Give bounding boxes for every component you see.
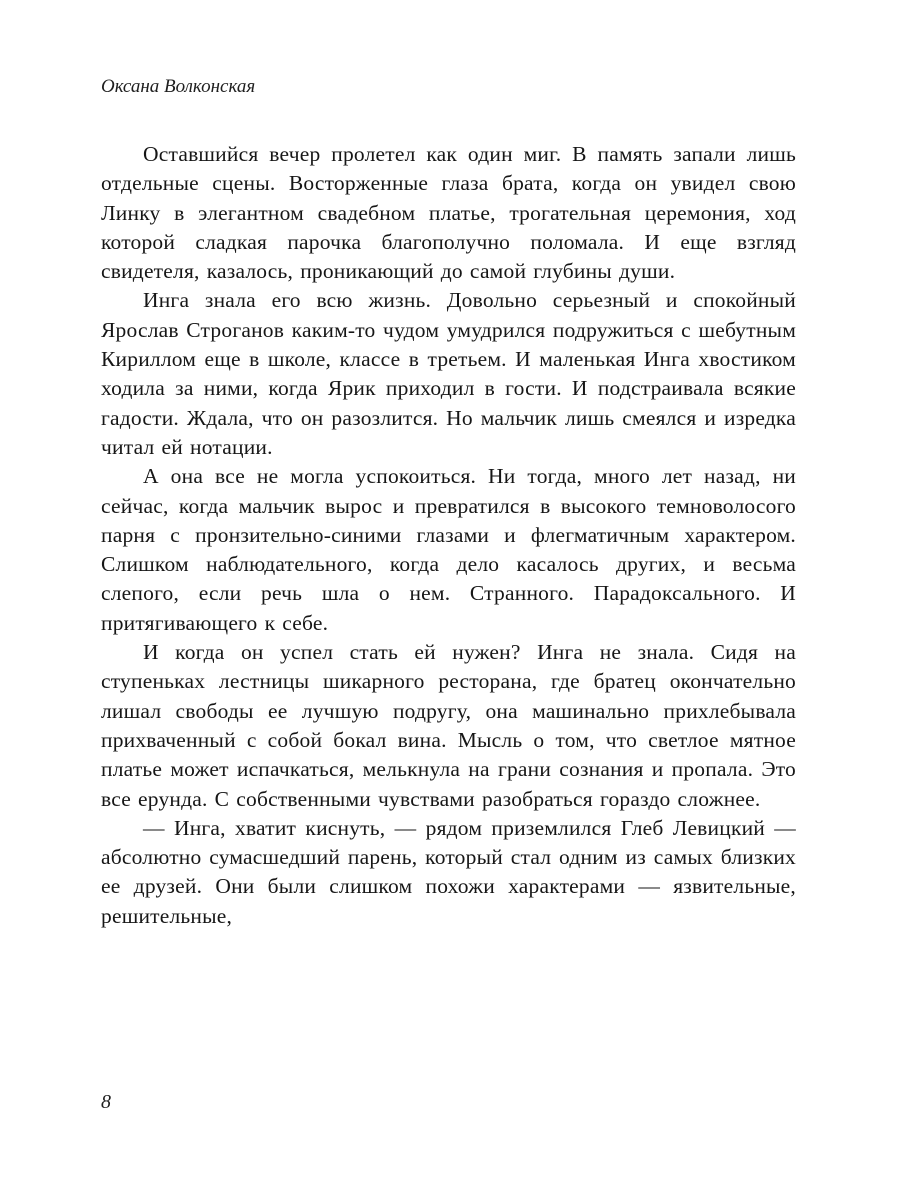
page-number: 8 — [101, 1091, 111, 1113]
paragraph: Оставшийся вечер пролетел как один миг. В память запали лишь отдельные сцены. Восторженные глаза брата, когда он увидел свою Линку в элегантном свадебном платье, трогательная церемония, ход которой сладкая парочка благополучно поломала. И еще взгляд свидетеля, казалось, проникающий до самой глубины души. — [101, 142, 796, 284]
paragraph: Инга знала его всю жизнь. Довольно серьезный и спокойный Ярослав Строганов каким-то чудом умудрился подружиться с шебутным Кириллом еще в школе, классе в третьем. И маленькая Инга хвостиком ходила за ними, когда Ярик приходил в гости. И подстраивала всякие гадости. Ждала, что он разозлится. Но мальчик лишь смеялся и изредка читал ей нотации. — [101, 288, 796, 459]
paragraph: А она все не могла успокоиться. Ни тогда, много лет назад, ни сейчас, когда мальчик вырос и превратился в высокого темноволосого парня с пронзительно-синими глазами и флегматичным характером. Слишком наблюдательного, когда дело касалось других, и весьма слепого, если речь шла о нем. Странного. Парадоксального. И притягивающего к себе. — [101, 464, 796, 635]
paragraph: — Инга, хватит киснуть, — рядом приземлился Глеб Левицкий — абсолютно сумасшедший парень, который стал одним из самых близких ее друзей. Они были слишком похожи характерами — язвительные, решительные, — [101, 815, 796, 928]
running-header-author: Оксана Волконская — [101, 76, 256, 97]
body-text — [101, 140, 796, 931]
paragraph: И когда он успел стать ей нужен? Инга не знала. Сидя на ступеньках лестницы шикарного ресторана, где братец окончательно лишал свободы ее лучшую подругу, она машинально прихлебывала прихваченный с собой бокал вина. Мысль о том, что светлое мятное платье может испачкаться, мелькнула на грани сознания и пропала. Это все ерунда. С собственными чувствами разобраться гораздо сложнее. — [101, 640, 796, 811]
